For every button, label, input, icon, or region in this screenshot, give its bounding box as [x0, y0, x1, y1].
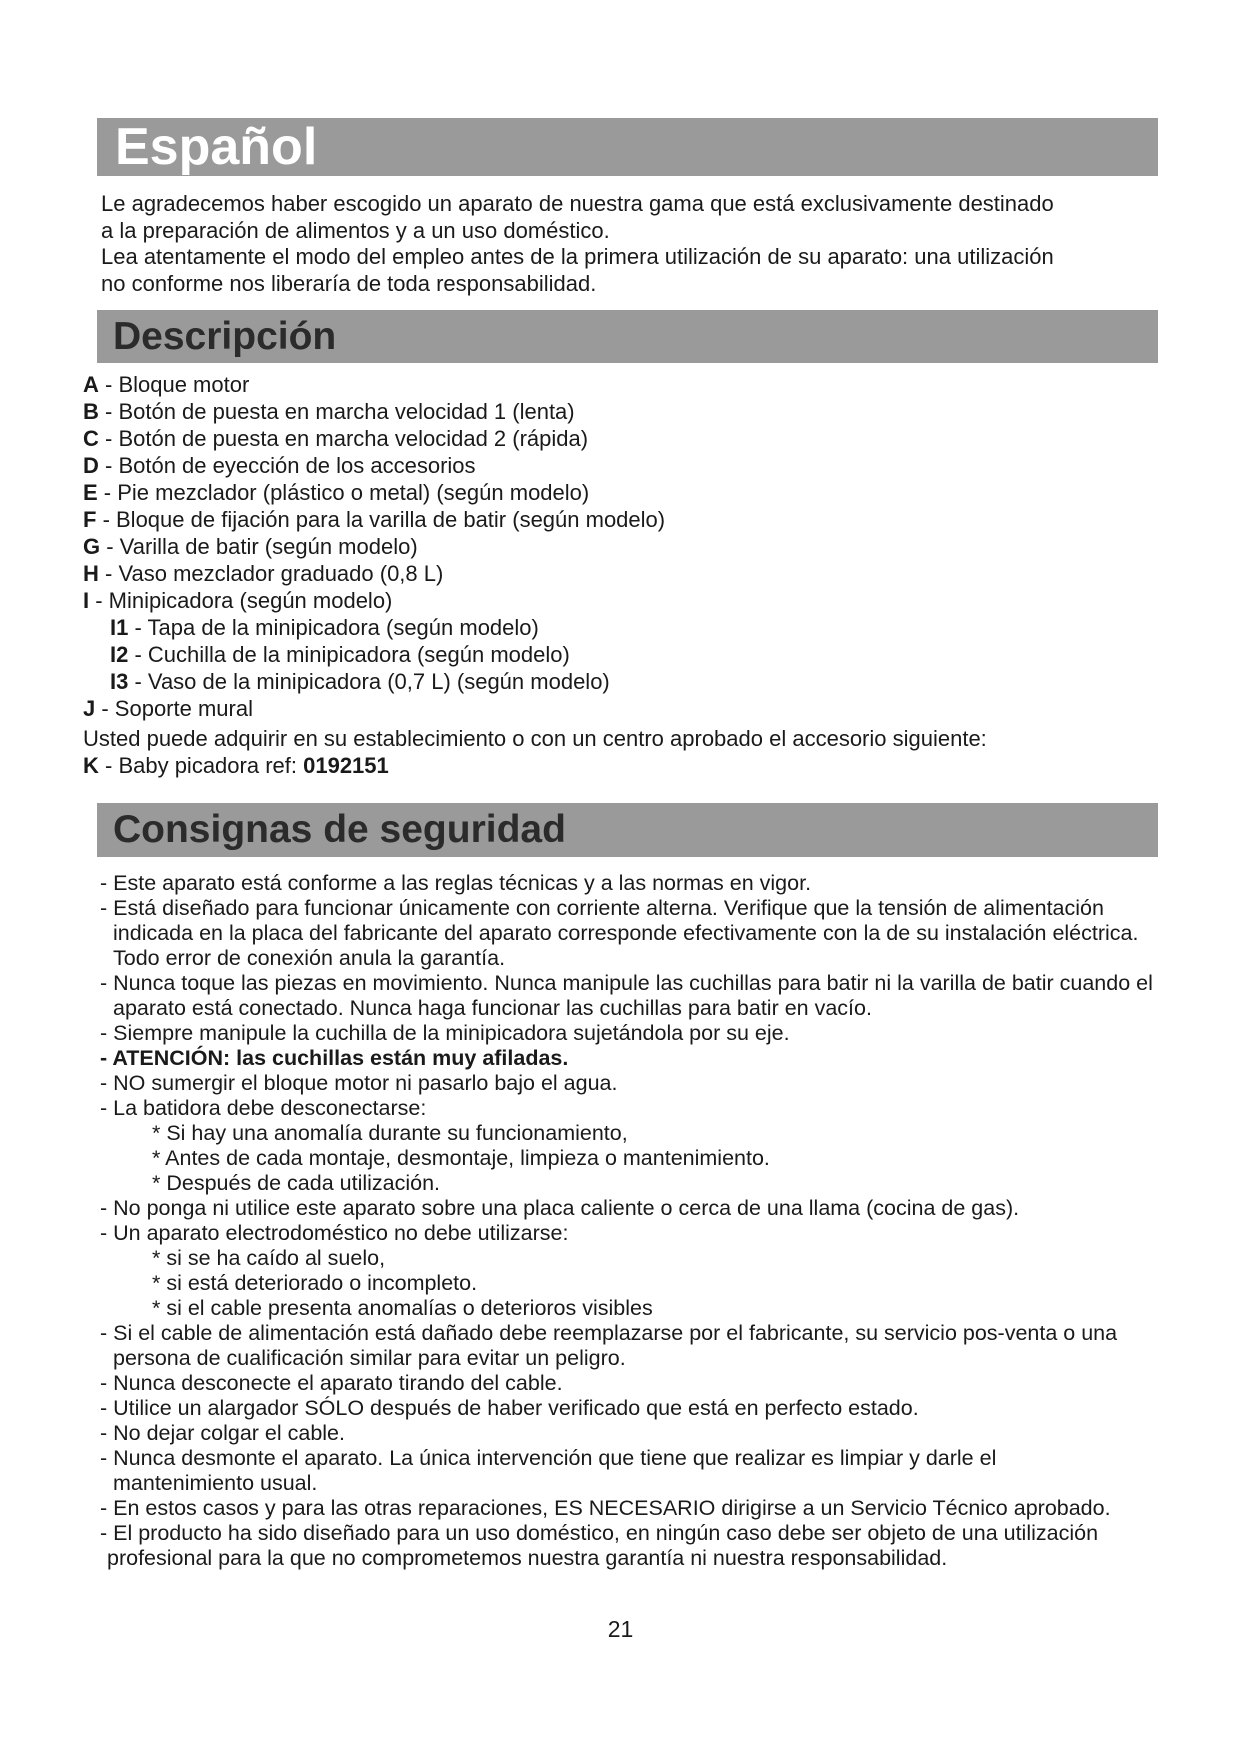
safety-item: - No dejar colgar el cable.	[100, 1421, 345, 1445]
safety-item: - Nunca desconecte el aparato tirando del cable.	[100, 1371, 563, 1395]
part-subitem: I2 - Cuchilla de la minipicadora (según modelo)	[110, 642, 570, 667]
safety-item: - El producto ha sido diseñado para un uso doméstico, en ningún caso debe ser objeto de una utilización profesional para la que no comprometemos nuestra garantía ni nuestra responsabilidad.	[100, 1521, 1099, 1570]
accessory-note: Usted puede adquirir en su establecimiento o con un centro aprobado el accesorio siguiente:	[83, 726, 987, 751]
safety-item: - Está diseñado para funcionar únicamente con corriente alterna. Verifique que la tensión de alimentación indicada en la placa del fabricante del aparato corresponde efectivamente con la de su instalación eléctrica. Todo error de conexión anula la garantía.	[100, 896, 1139, 970]
intro-line: Lea atentamente el modo del empleo antes de la primera utilización de su aparato: una utilización	[101, 244, 1054, 269]
safety-item: - No ponga ni utilice este aparato sobre una placa caliente o cerca de una llama (cocina de gas).	[100, 1196, 1020, 1220]
safety-subitem: * Antes de cada montaje, desmontaje, limpieza o mantenimiento.	[152, 1146, 770, 1170]
accessory-item: K - Baby picadora ref: 0192151	[83, 753, 389, 778]
part-item: E - Pie mezclador (plástico o metal) (según modelo)	[83, 480, 590, 505]
safety-item: - La batidora debe desconectarse:	[100, 1096, 427, 1120]
part-item: A - Bloque motor	[83, 372, 250, 397]
safety-item: - En estos casos y para las otras reparaciones, ES NECESARIO dirigirse a un Servicio Técnico aprobado.	[100, 1496, 1111, 1520]
safety-item: - Nunca toque las piezas en movimiento. Nunca manipule las cuchillas para batir ni la varilla de batir cuando el aparato está conectado. Nunca haga funcionar las cuchillas para batir en vacío.	[100, 971, 1153, 1020]
part-subitem: I3 - Vaso de la minipicadora (0,7 L) (según modelo)	[110, 669, 610, 694]
safety-item: - Un aparato electrodoméstico no debe utilizarse:	[100, 1221, 569, 1245]
part-item: D - Botón de eyección de los accesorios	[83, 453, 476, 478]
parts-list	[83, 371, 1163, 779]
safety-item: - Utilice un alargador SÓLO después de haber verificado que está en perfecto estado.	[100, 1396, 919, 1420]
safety-subitem: * si está deteriorado o incompleto.	[152, 1271, 478, 1295]
part-subitem: I1 - Tapa de la minipicadora (según modelo)	[110, 615, 539, 640]
language-heading: Español	[97, 118, 1158, 176]
intro-line: Le agradecemos haber escogido un aparato de nuestra gama que está exclusivamente destinado	[101, 191, 1054, 216]
safety-item: - Este aparato está conforme a las reglas técnicas y a las normas en vigor.	[100, 871, 812, 895]
safety-subitem: * Después de cada utilización.	[152, 1171, 441, 1195]
accessory-ref: 0192151	[303, 753, 389, 778]
part-item: F - Bloque de fijación para la varilla de batir (según modelo)	[83, 507, 666, 532]
safety-list	[100, 871, 1175, 1571]
safety-subitem: * Si hay una anomalía durante su funcionamiento,	[152, 1121, 628, 1145]
safety-subitem: * si se ha caído al suelo,	[152, 1246, 386, 1270]
safety-item: - Nunca desmonte el aparato. La única intervención que tiene que realizar es limpiar y darle el mantenimiento usual.	[100, 1446, 997, 1495]
part-item: I - Minipicadora (según modelo)	[83, 588, 393, 613]
part-item: H - Vaso mezclador graduado (0,8 L)	[83, 561, 444, 586]
safety-item: - Si el cable de alimentación está dañado debe reemplazarse por el fabricante, su servicio pos-venta o una persona de cualificación similar para evitar un peligro.	[100, 1321, 1118, 1370]
part-item: G - Varilla de batir (según modelo)	[83, 534, 418, 559]
safety-subitem: * si el cable presenta anomalías o deterioros visibles	[152, 1296, 653, 1320]
intro-paragraph	[101, 191, 1161, 297]
description-heading: Descripción	[97, 310, 1158, 363]
safety-warning: - ATENCIÓN: las cuchillas están muy afiladas.	[100, 1046, 569, 1070]
part-item: B - Botón de puesta en marcha velocidad 1 (lenta)	[83, 399, 575, 424]
part-item: C - Botón de puesta en marcha velocidad 2 (rápida)	[83, 426, 589, 451]
safety-item: - Siempre manipule la cuchilla de la minipicadora sujetándola por su eje.	[100, 1021, 790, 1045]
part-item: J - Soporte mural	[83, 696, 253, 721]
safety-item: - NO sumergir el bloque motor ni pasarlo bajo el agua.	[100, 1071, 618, 1095]
safety-heading: Consignas de seguridad	[97, 803, 1158, 857]
intro-line: no conforme nos liberaría de toda responsabilidad.	[101, 270, 597, 296]
page-number: 21	[607, 1616, 634, 1642]
intro-line: a la preparación de alimentos y a un uso doméstico.	[101, 217, 610, 243]
